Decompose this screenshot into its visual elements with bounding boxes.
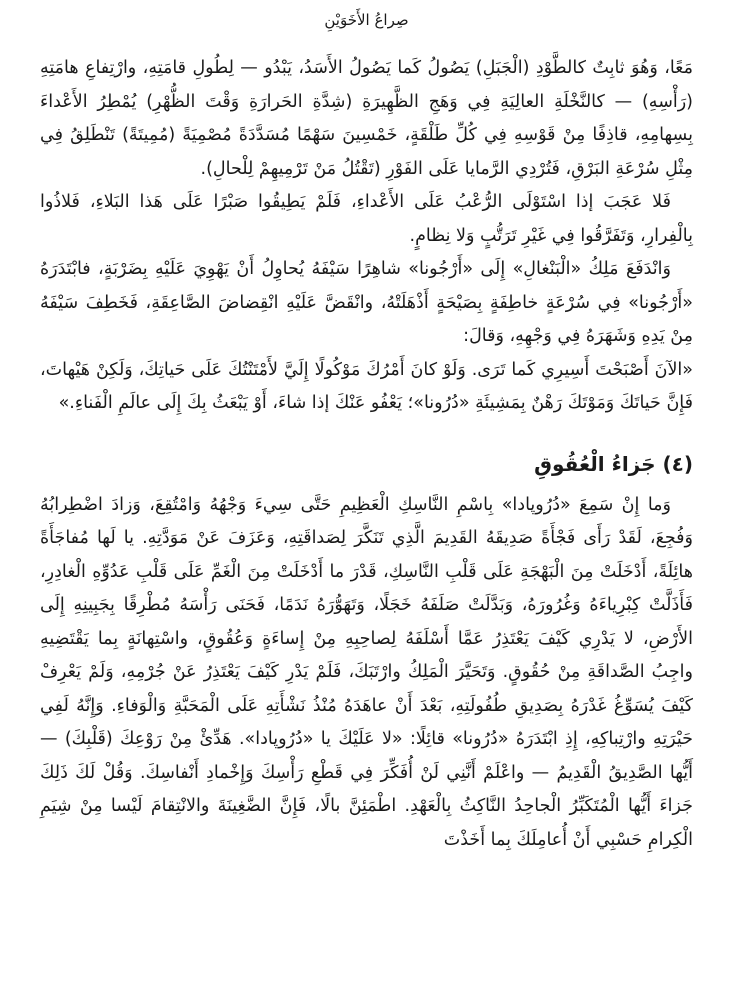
- paragraph-enemies-flee: فَلا عَجَبَ إذا اسْتَوْلَى الرُّعْبُ عَلَى الأَعْداءِ، فَلَمْ يَطِيقُوا صَبْرًا عَلَى هَذا البَلاءِ، فَلاذُوا بِالْفِرارِ، وَتَفَرَّقُوا فِي غَيْرِ تَرَتُّبٍ وَلا نِظامٍ.: [40, 192, 693, 246]
- paragraph-arjuna-speech: «الآنَ أَصْبَحْتَ أَسِيرِي كَما تَرَى. وَلَوْ كانَ أَمْرُكَ مَوْكُولًا إِلَيَّ لأَمْتَنْتُكَ عَلَى حَياتِكَ، وَلَكِنْ هَيْهاتَ، فَإِنَّ حَياتَكَ وَمَوْتَكَ رَهْنٌ بِمَشِيئَةِ «دُرُونا»؛ يَعْفُو عَنْكَ إذا شاءَ، أَوْ يَبْعَثُ بِكَ إِلَى عالَمِ الْفَناءِ.»: [40, 359, 693, 413]
- section-heading: (٤) جَزاءُ الْعُقُوقِ: [534, 451, 693, 476]
- paragraph-bengal-king-attack: وَانْدَفَعَ مَلِكُ «الْبَنْغالِ» إِلَى «أَرْجُونا» شاهِرًا سَيْفَهُ يُحاوِلُ أَنْ يَهْوِيَ عَلَيْهِ بِضَرْبَةٍ، فابْتَدَرَهُ «أَرْجُونا» فِي سُرْعَةٍ خاطِفَةٍ بِصَيْحَةٍ أَذْهَلَتْهُ، وانْقَضَّ عَلَيْهِ انْقِضاضَ الصَّاعِقَةِ، فَخَطِفَ سَيْفَهُ مِنْ يَدِهِ وَشَهَرَهُ فِي وَجْهِهِ، وَقالَ:: [40, 259, 693, 346]
- paragraph-battle-description: مَعًا، وَهُوَ ثابِتٌ كالطَّوْدِ (الْجَبَلِ) يَصُولُ كَما يَصُولُ الأَسَدُ، يَبْدُو — لِطُولِ قامَتِهِ، وارْتِفاعِ هامَتِهِ (رَأْسِهِ) — كالنَّخْلَةِ العالِيَةِ فِي وَهَجِ الظَّهِيرَةِ (شِدَّةِ الحَرارَةِ وَقْتَ الظُّهْرِ) يُمْطِرُ الأَعْداءَ بِسِهامِهِ، قاذِفًا مِنْ قَوْسِهِ فِي كُلِّ طَلْقَةٍ، خَمْسِينَ سَهْمًا مُسَدَّدَةً مُصْمِيَةً (مُمِيتَةً) تَنْطَلِقُ فِي مِثْلِ سُرْعَةِ البَرْقِ، فَتُرْدِي الرَّمايا عَلَى الفَوْرِ (تَقْتُلُ مَنْ تَرْمِيهِمْ لِلْحالِ).: [40, 58, 693, 179]
- paragraph-drupada-reaction: وَما إِنْ سَمِعَ «دُرُوپادا» بِاسْمِ النَّاسِكِ الْعَظِيمِ حَتَّى سِيءَ وَجْهُهُ وَامْتُقِعَ، وَزادَ اضْطِرابُهُ وَفُجِعَ، لَقَدْ رَأَى فَجْأَةً صَدِيقَهُ القَدِيمَ الَّذِي تَنَكَّرَ لِصَداقَتِهِ، وَعَزَفَ عَنْ مَوَدَّتِهِ. يا لَها مُفاجَأَةً هائِلَةً، أَدْخَلَتْ مِنَ الْبَهْجَةِ عَلَى قَلْبِ النَّاسِكِ، قَدْرَ ما أَدْخَلَتْ مِنَ الْغَمِّ عَلَى قَلْبِ عَدُوِّهِ الْغادِرِ، فَأَذَلَّتْ كِبْرِياءَهُ وَغُرُورَهُ، وَبَدَّلَتْ صَلَفَهُ خَجَلًا، وَتَهَوُّرَهُ نَدَمًا، فَحَنَى رَأْسَهُ مُطْرِقًا بِجَبِينِهِ إِلَى الأَرْضِ، لا يَدْرِي كَيْفَ يَعْتَذِرُ عَمَّا أَسْلَفَهُ لِصاحِبِهِ مِنْ إِساءَةٍ وَعُقُوقٍ، واسْتِهانَةٍ بِما يَقْتَضِيهِ واجِبُ الصَّداقَةِ مِنْ حُقُوقٍ. وَتَحَيَّرَ الْمَلِكُ وارْتَبَكَ، فَلَمْ يَدْرِ كَيْفَ يَعْتَذِرُ عَنْ جُرْمِهِ، وَلَمْ يَعْرِفْ كَيْفَ يُسَوِّغُ غَدْرَهُ بِصَدِيقِ طُفُولَتِهِ، بَعْدَ أَنْ عاهَدَهُ مُنْذُ نَشْأَتِهِ عَلَى الْمَحَبَّةِ وَالْوَفاءِ. وَإِنَّهُ لَفِي حَيْرَتِهِ وارْتِباكِهِ، إِذِ ابْتَدَرَهُ «دُرُونا» قائِلًا: «لا عَلَيْكَ يا «دُرُوپادا». هَدِّئْ مِنْ رَوْعِكَ (قَلْبِكَ) — أَيُّها الصَّدِيقُ الْقَدِيمُ — واعْلَمْ أَنَّنِي لَنْ أُفَكِّرَ فِي قَطْعِ رَأْسِكَ وَإِخْمادِ أَنْفاسِكَ. وَقُلْ لَكَ ذَلِكَ جَزاءَ أَيُّها الْمُتَكَبِّرُ الْجاحِدُ النَّاكِثُ بِالْعَهْدِ. اطْمَئِنَّ بالًا، فَإِنَّ الضَّغِينَةَ والانْتِقامَ لَيْسا مِنْ شِيَمِ الْكِرامِ حَسْبِي أَنْ أُعامِلَكَ بِما أَخَذْتَ: [40, 494, 693, 850]
- running-header: صِراعُ الأَخَوَيْنِ: [324, 11, 409, 29]
